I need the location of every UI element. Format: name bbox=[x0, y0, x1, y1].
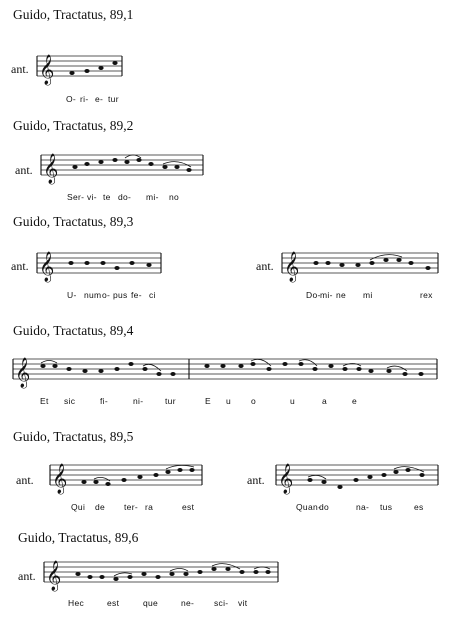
syllable: te bbox=[103, 192, 111, 202]
syllable: que bbox=[143, 598, 159, 608]
treble-clef-icon: 𝄞 bbox=[39, 252, 55, 282]
syllable: no bbox=[169, 192, 180, 202]
syllable: U- bbox=[67, 290, 77, 300]
example-3-heading: Guido, Tractatus, 89,3 bbox=[13, 214, 134, 229]
syllable: do- bbox=[118, 192, 132, 202]
treble-clef-icon: 𝄞 bbox=[278, 464, 294, 494]
syllable: do bbox=[319, 502, 330, 512]
example-6-ant-label: ant. bbox=[18, 569, 36, 583]
syllable: ne bbox=[336, 290, 347, 300]
example-2-staff bbox=[41, 153, 211, 183]
syllable: ci bbox=[149, 290, 156, 300]
syllable: ne- bbox=[181, 598, 195, 608]
syllable: e bbox=[352, 396, 358, 406]
syllable: u bbox=[290, 396, 296, 406]
syllable: mi bbox=[363, 290, 373, 300]
example-4-heading: Guido, Tractatus, 89,4 bbox=[13, 323, 134, 338]
example-2-heading: Guido, Tractatus, 89,2 bbox=[13, 118, 134, 133]
treble-clef-icon: 𝄞 bbox=[284, 252, 300, 282]
syllable: Quan- bbox=[296, 502, 322, 512]
syllable: na- bbox=[356, 502, 370, 512]
syllable: E bbox=[205, 396, 211, 406]
syllable: sic bbox=[64, 396, 76, 406]
syllable: o bbox=[251, 396, 257, 406]
syllable: Et bbox=[40, 396, 49, 406]
syllable: vit bbox=[238, 598, 248, 608]
treble-clef-icon: 𝄞 bbox=[46, 561, 62, 591]
example-3-ant-label: ant. bbox=[11, 259, 29, 273]
syllable: pus bbox=[113, 290, 128, 300]
syllable: a bbox=[322, 396, 328, 406]
syllable: mi- bbox=[320, 290, 333, 300]
syllable: est bbox=[107, 598, 120, 608]
syllable: est bbox=[182, 502, 195, 512]
syllable: rex bbox=[420, 290, 433, 300]
treble-clef-icon: 𝄞 bbox=[43, 154, 59, 184]
syllable: ter- bbox=[124, 502, 138, 512]
syllable: es bbox=[414, 502, 424, 512]
syllable: de bbox=[95, 502, 106, 512]
example-3-staff-1 bbox=[37, 251, 167, 281]
syllable: num bbox=[84, 290, 102, 300]
example-2-ant-label: ant. bbox=[15, 163, 33, 177]
syllable: Hec bbox=[68, 598, 85, 608]
example-5-staff-1 bbox=[50, 463, 210, 493]
syllable: Do- bbox=[306, 290, 321, 300]
syllable: Qui bbox=[71, 502, 86, 512]
example-5-ant-label: ant. bbox=[16, 473, 34, 487]
syllable: o- bbox=[102, 290, 111, 300]
syllable: vi- bbox=[87, 192, 97, 202]
example-1-ant-label: ant. bbox=[11, 62, 29, 76]
syllable: mi- bbox=[146, 192, 159, 202]
example-6-staff bbox=[44, 560, 284, 590]
syllable: ra bbox=[145, 502, 154, 512]
syllable: fe- bbox=[131, 290, 142, 300]
syllable: Ser- bbox=[67, 192, 85, 202]
example-1-staff bbox=[37, 54, 127, 84]
treble-clef-icon: 𝄞 bbox=[39, 55, 55, 85]
syllable: tur bbox=[165, 396, 176, 406]
example-5-ant-label-2: ant. bbox=[247, 473, 265, 487]
example-4-staff bbox=[13, 357, 443, 387]
example-5-heading: Guido, Tractatus, 89,5 bbox=[13, 429, 134, 444]
syllable: fi- bbox=[100, 396, 108, 406]
syllable: e- bbox=[95, 94, 104, 104]
syllable: sci- bbox=[214, 598, 229, 608]
syllable: ni- bbox=[133, 396, 144, 406]
syllable: ri- bbox=[80, 94, 89, 104]
syllable: O- bbox=[66, 94, 77, 104]
treble-clef-icon: 𝄞 bbox=[15, 358, 31, 388]
example-6-heading: Guido, Tractatus, 89,6 bbox=[18, 530, 139, 545]
example-3-staff-2 bbox=[282, 251, 442, 281]
syllable: tur bbox=[108, 94, 119, 104]
syllable: u bbox=[226, 396, 232, 406]
treble-clef-icon: 𝄞 bbox=[52, 464, 68, 494]
example-1-heading: Guido, Tractatus, 89,1 bbox=[13, 7, 134, 22]
example-3-ant-label-2: ant. bbox=[256, 259, 274, 273]
syllable: tus bbox=[380, 502, 393, 512]
example-5-staff-2 bbox=[276, 463, 446, 493]
